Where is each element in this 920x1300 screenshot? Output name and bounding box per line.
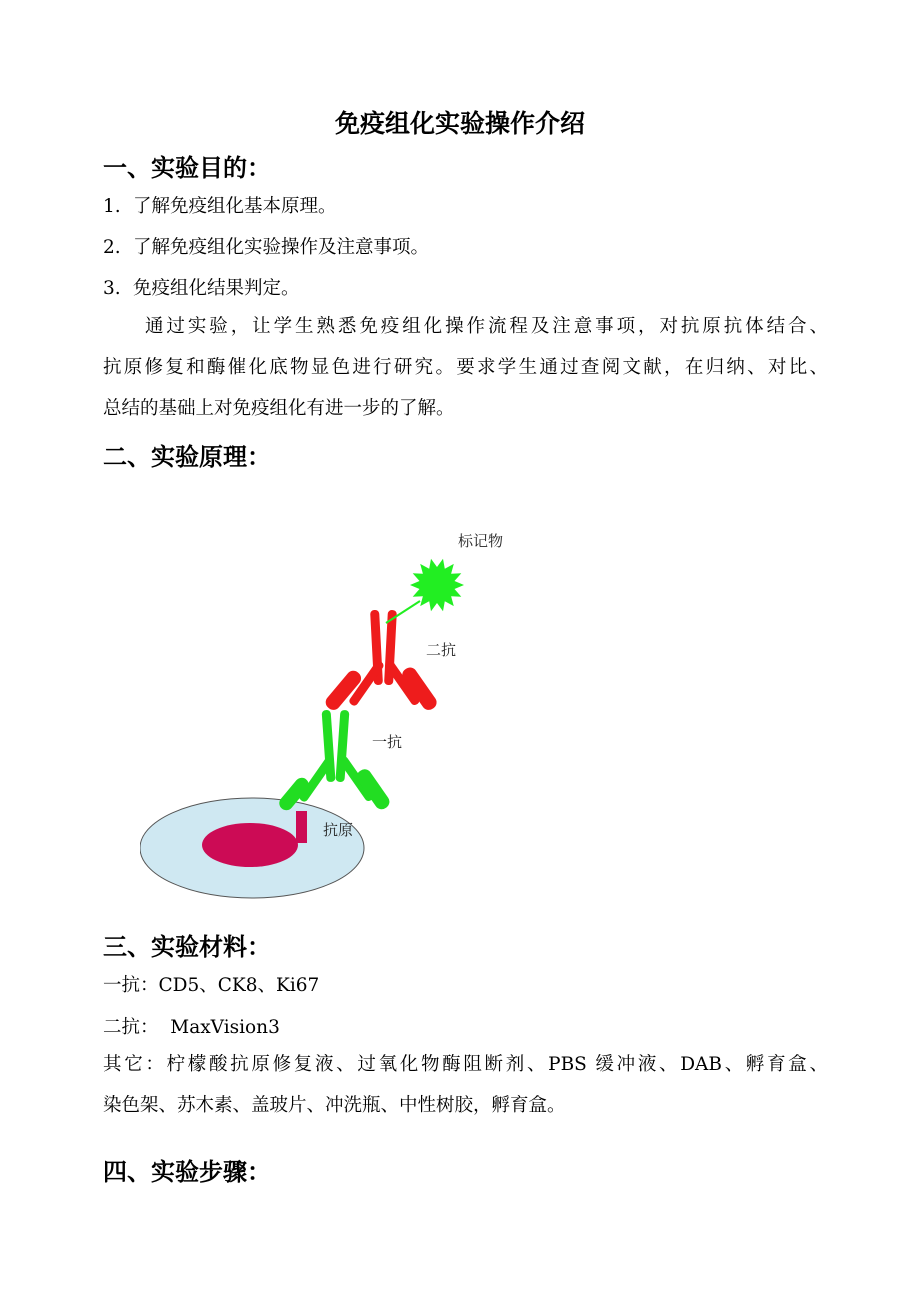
others-paragraph — [103, 1044, 828, 1126]
list-item-number: 3. — [103, 278, 121, 299]
paragraph-line: 其它：柠檬酸抗原修复液、过氧化物酶阻断剂、PBS 缓冲液、DAB、孵育盒、 — [103, 1054, 828, 1075]
cell-nucleus — [202, 823, 298, 867]
list-item-number: 1. — [103, 196, 121, 217]
paragraph-line: 通过实验，让学生熟悉免疫组化操作流程及注意事项，对抗原抗体结合、 — [145, 316, 828, 337]
list-item — [103, 274, 300, 300]
section-heading-materials: 三、实验材料： — [103, 932, 271, 961]
label-antigen: 抗原 — [323, 821, 354, 839]
section-heading-principle: 二、实验原理： — [103, 442, 271, 471]
label-marker: 标记物 — [458, 532, 504, 550]
antibody-diagram — [140, 515, 540, 905]
paragraph-line: 染色架、苏木素、盖玻片、冲洗瓶、中性树胶，孵育盒。 — [103, 1095, 566, 1116]
list-item-text: 了解免疫组化基本原理。 — [133, 196, 337, 217]
label-primary-antibody: 一抗 — [372, 733, 403, 751]
list-item-number: 2. — [103, 237, 121, 258]
antigen-bar — [296, 811, 307, 843]
secondary-antibody-line: 二抗： MaxVision3 — [103, 1017, 280, 1038]
secondary-antibody — [323, 610, 439, 713]
primary-antibody-line: 一抗：CD5、CK8、Ki67 — [103, 975, 320, 996]
list-item-text: 免疫组化结果判定。 — [133, 278, 300, 299]
section-heading-steps: 四、实验步骤： — [103, 1157, 271, 1186]
list-item — [103, 233, 429, 259]
paragraph-line: 抗原修复和酶催化底物显色进行研究。要求学生通过查阅文献，在归纳、对比、 — [103, 357, 828, 378]
primary-antibody — [276, 710, 392, 813]
list-item-text: 了解免疫组化实验操作及注意事项。 — [133, 237, 430, 258]
label-secondary-antibody: 二抗 — [426, 641, 457, 659]
purpose-paragraph — [103, 306, 828, 429]
list-item — [103, 192, 337, 218]
paragraph-line: 总结的基础上对免疫组化有进一步的了解。 — [103, 398, 455, 419]
page-title: 免疫组化实验操作介绍 — [334, 109, 585, 138]
section-heading-purpose: 一、实验目的： — [103, 153, 271, 182]
